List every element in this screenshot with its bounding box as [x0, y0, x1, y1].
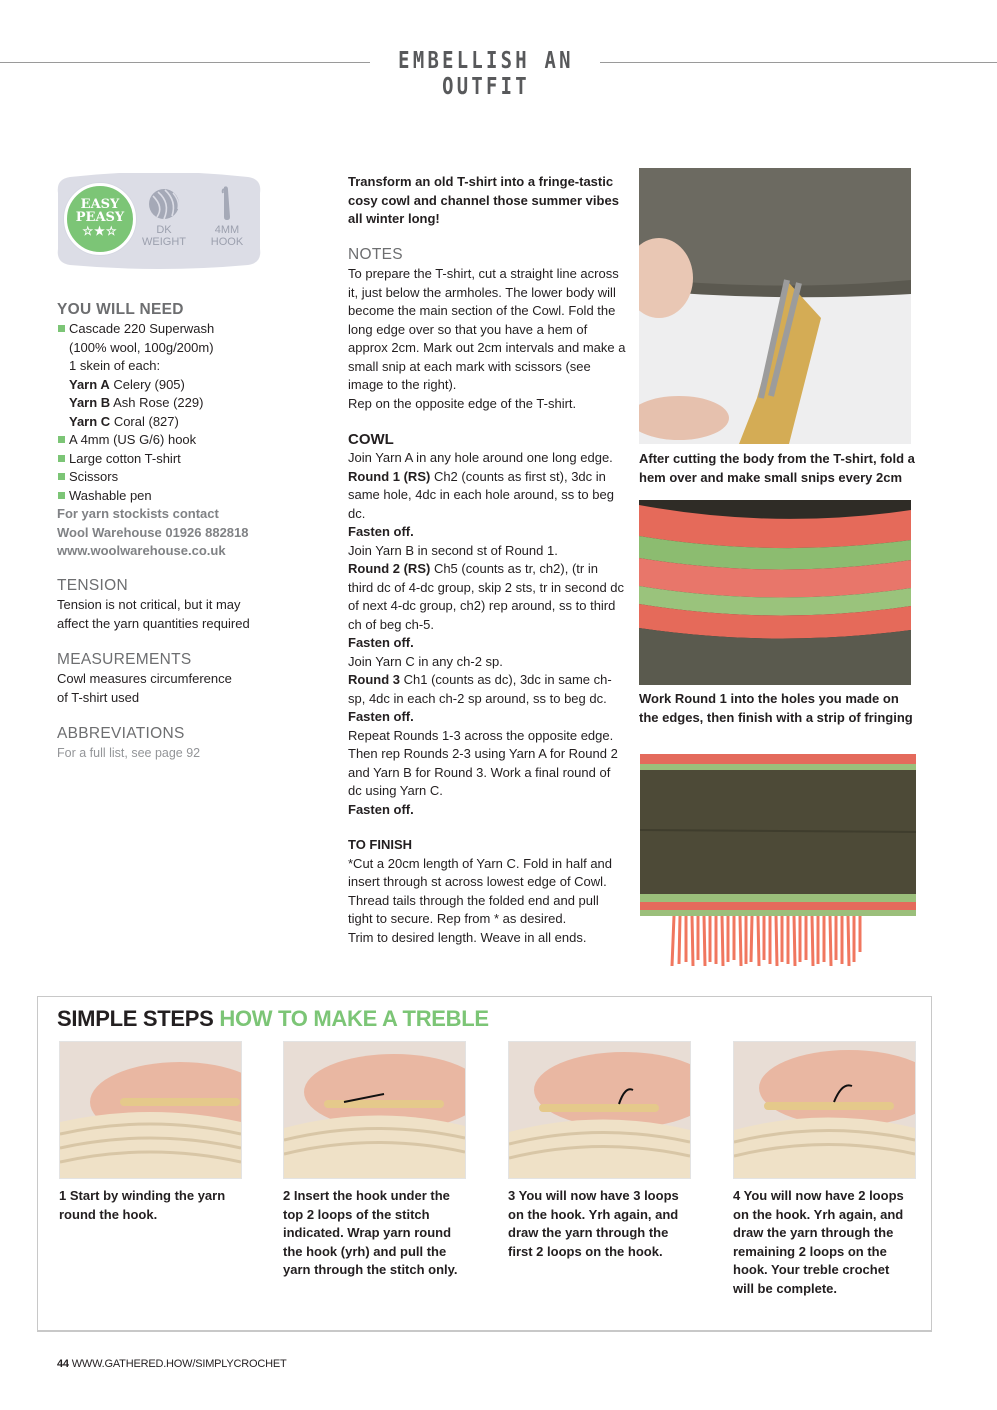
step-2-photo — [283, 1041, 466, 1179]
photo-cutting-tshirt — [639, 168, 911, 444]
notes: NOTES To prepare the T-shirt, cut a straight line across it, just below the armholes. The lower body will become the main section of the Cowl. Fold the long edge over so that you have a hem of approx 2cm. Mark out 2cm intervals and make a small snip at each mark with scissors (see image to the right). Rep on the opposite edge of the T-shirt. — [348, 246, 626, 411]
easy-peasy-icon: EASY PEASY ☆★☆ — [64, 183, 136, 255]
item-tshirt: Large cotton T-shirt — [57, 450, 327, 469]
step-2-text: 2 Insert the hook under the top 2 loops of the stitch indicated. Wrap yarn round the hook (yrh) and pull the yarn through the stitch only. — [283, 1188, 458, 1277]
stockists-line-2: Wool Warehouse 01926 882818 — [57, 524, 249, 540]
step-3-text: 3 You will now have 3 loops on the hook. Yrh again, and draw the yarn through the first 2 loops on the hook. — [508, 1188, 679, 1259]
yarn-name: Cascade 220 Superwash — [57, 320, 327, 339]
stockists-url: www.woolwarehouse.co.uk — [57, 543, 226, 558]
finish-instructions: TO FINISH *Cut a 20cm length of Yarn C. Fold in half and insert through st across lowest edge of Cowl. Thread tails through the folded end and pull tight to secure. Rep from * as desired. Trim to desired length. Weave in all ends. — [348, 836, 626, 947]
yarn-ball-icon — [147, 187, 181, 221]
simple-steps-title: SIMPLE STEPS HOW TO MAKE A TREBLE — [57, 1006, 489, 1031]
skein-note: 1 skein of each: — [69, 358, 161, 373]
item-pen: Washable pen — [57, 487, 327, 506]
page-footer — [57, 1358, 287, 1370]
yarn-color-b: Yarn B Ash Rose (229) — [69, 395, 204, 410]
hook-size: 4MM HOOK — [206, 185, 248, 248]
measurements: MEASUREMENTS Cowl measures circumference of T-shirt used — [57, 650, 327, 707]
intro: Transform an old T-shirt into a fringe-tastic cosy cowl and channel those summer vibes all winter long! — [348, 174, 619, 226]
round-1: Round 1 (RS) Ch2 (counts as first st), 3dc in same hole, 4dc in each hole around, ss to beg dc. — [348, 468, 614, 521]
step-4-text: 4 You will now have 2 loops on the hook. Yrh again, and draw the yarn through the remaining 2 loops on the hook. Your treble crochet will be complete. — [733, 1188, 904, 1296]
measurements-heading: MEASUREMENTS — [57, 651, 192, 668]
tension-heading: TENSION — [57, 577, 128, 594]
page-number: 44 — [57, 1358, 69, 1370]
photo1-caption: After cutting the body from the T-shirt, fold a hem over and make small snips every 2cm — [639, 451, 915, 485]
yarn-color-c: Yarn C Coral (827) — [69, 413, 179, 429]
step-1-text: 1 Start by winding the yarn round the hook. — [59, 1188, 226, 1222]
tension: TENSION Tension is not critical, but it may affect the yarn quantities required — [57, 576, 327, 633]
item-scissors: Scissors — [57, 468, 327, 487]
finish-heading: TO FINISH — [348, 837, 413, 852]
cowl-heading: COWL — [348, 431, 394, 448]
step-4-photo — [733, 1041, 916, 1179]
step-1-photo — [59, 1041, 242, 1179]
item-hook: A 4mm (US G/6) hook — [57, 431, 327, 450]
you-will-need — [57, 300, 327, 561]
round-3: Round 3 Ch1 (counts as dc), 3dc in same ch-sp, 4dc in each ch-2 sp around, ss to beg dc. — [348, 672, 612, 706]
photo-finished-cowl — [636, 752, 918, 970]
cowl-instructions: COWL Join Yarn A in any hole around one long edge. Round 1 (RS) Ch2 (counts as first st), 3dc in same hole, 4dc in each hole around, ss to beg dc. Fasten off. Join Yarn B in second st of Round 1. Round 2 (RS) Ch5 (counts as tr, ch2), (tr in third dc of 4-dc group, skip 2 sts, tr in second dc of next 4-dc group, ch2) rep around, ss to third ch of beg ch-5. Fasten off. Join Yarn C in any ch-2 sp. Round 3 Ch1 (counts as dc), 3dc in same ch-sp, 4dc in each ch-2 sp around, ss to beg dc. Fasten off. Repeat Rounds 1-3 across the opposite edge. Then rep Rounds 2-3 using Yarn A for Round 2 and Yarn B for Round 3. Work a final round of dc using Yarn C. Fasten off. — [348, 431, 625, 817]
abbreviations: ABBREVIATIONS For a full list, see page 92 — [57, 724, 327, 763]
crochet-hook-icon — [216, 185, 238, 221]
section-title: EMBELLISH AN OUTFIT — [398, 48, 574, 100]
yarn-detail: (100% wool, 100g/200m) — [69, 339, 214, 355]
stockists-line-1: For yarn stockists contact — [57, 506, 219, 521]
yarn-weight: DK WEIGHT — [142, 187, 186, 248]
photo2-caption: Work Round 1 into the holes you made on the edges, then finish with a strip of fringing — [639, 691, 913, 725]
step-3-photo — [508, 1041, 691, 1179]
difficulty-badge — [56, 173, 262, 269]
round-2: Round 2 (RS) Ch5 (counts as tr, ch2), (tr in third dc of 4-dc group, skip 2 sts, tr in second dc of next 4-dc group, ch2) rep around, ss to third ch of beg ch-5. — [348, 561, 625, 632]
footer-url[interactable]: WWW.GATHERED.HOW/SIMPLYCROCHET — [71, 1358, 287, 1370]
you-will-need-heading: YOU WILL NEED — [57, 301, 184, 318]
header-rule-right — [600, 62, 997, 63]
header-rule-left — [0, 62, 370, 63]
notes-heading: NOTES — [348, 246, 403, 263]
abbreviations-heading: ABBREVIATIONS — [57, 725, 185, 742]
yarn-color-a: Yarn A Celery (905) — [69, 376, 185, 392]
photo-crochet-edge — [639, 500, 911, 685]
